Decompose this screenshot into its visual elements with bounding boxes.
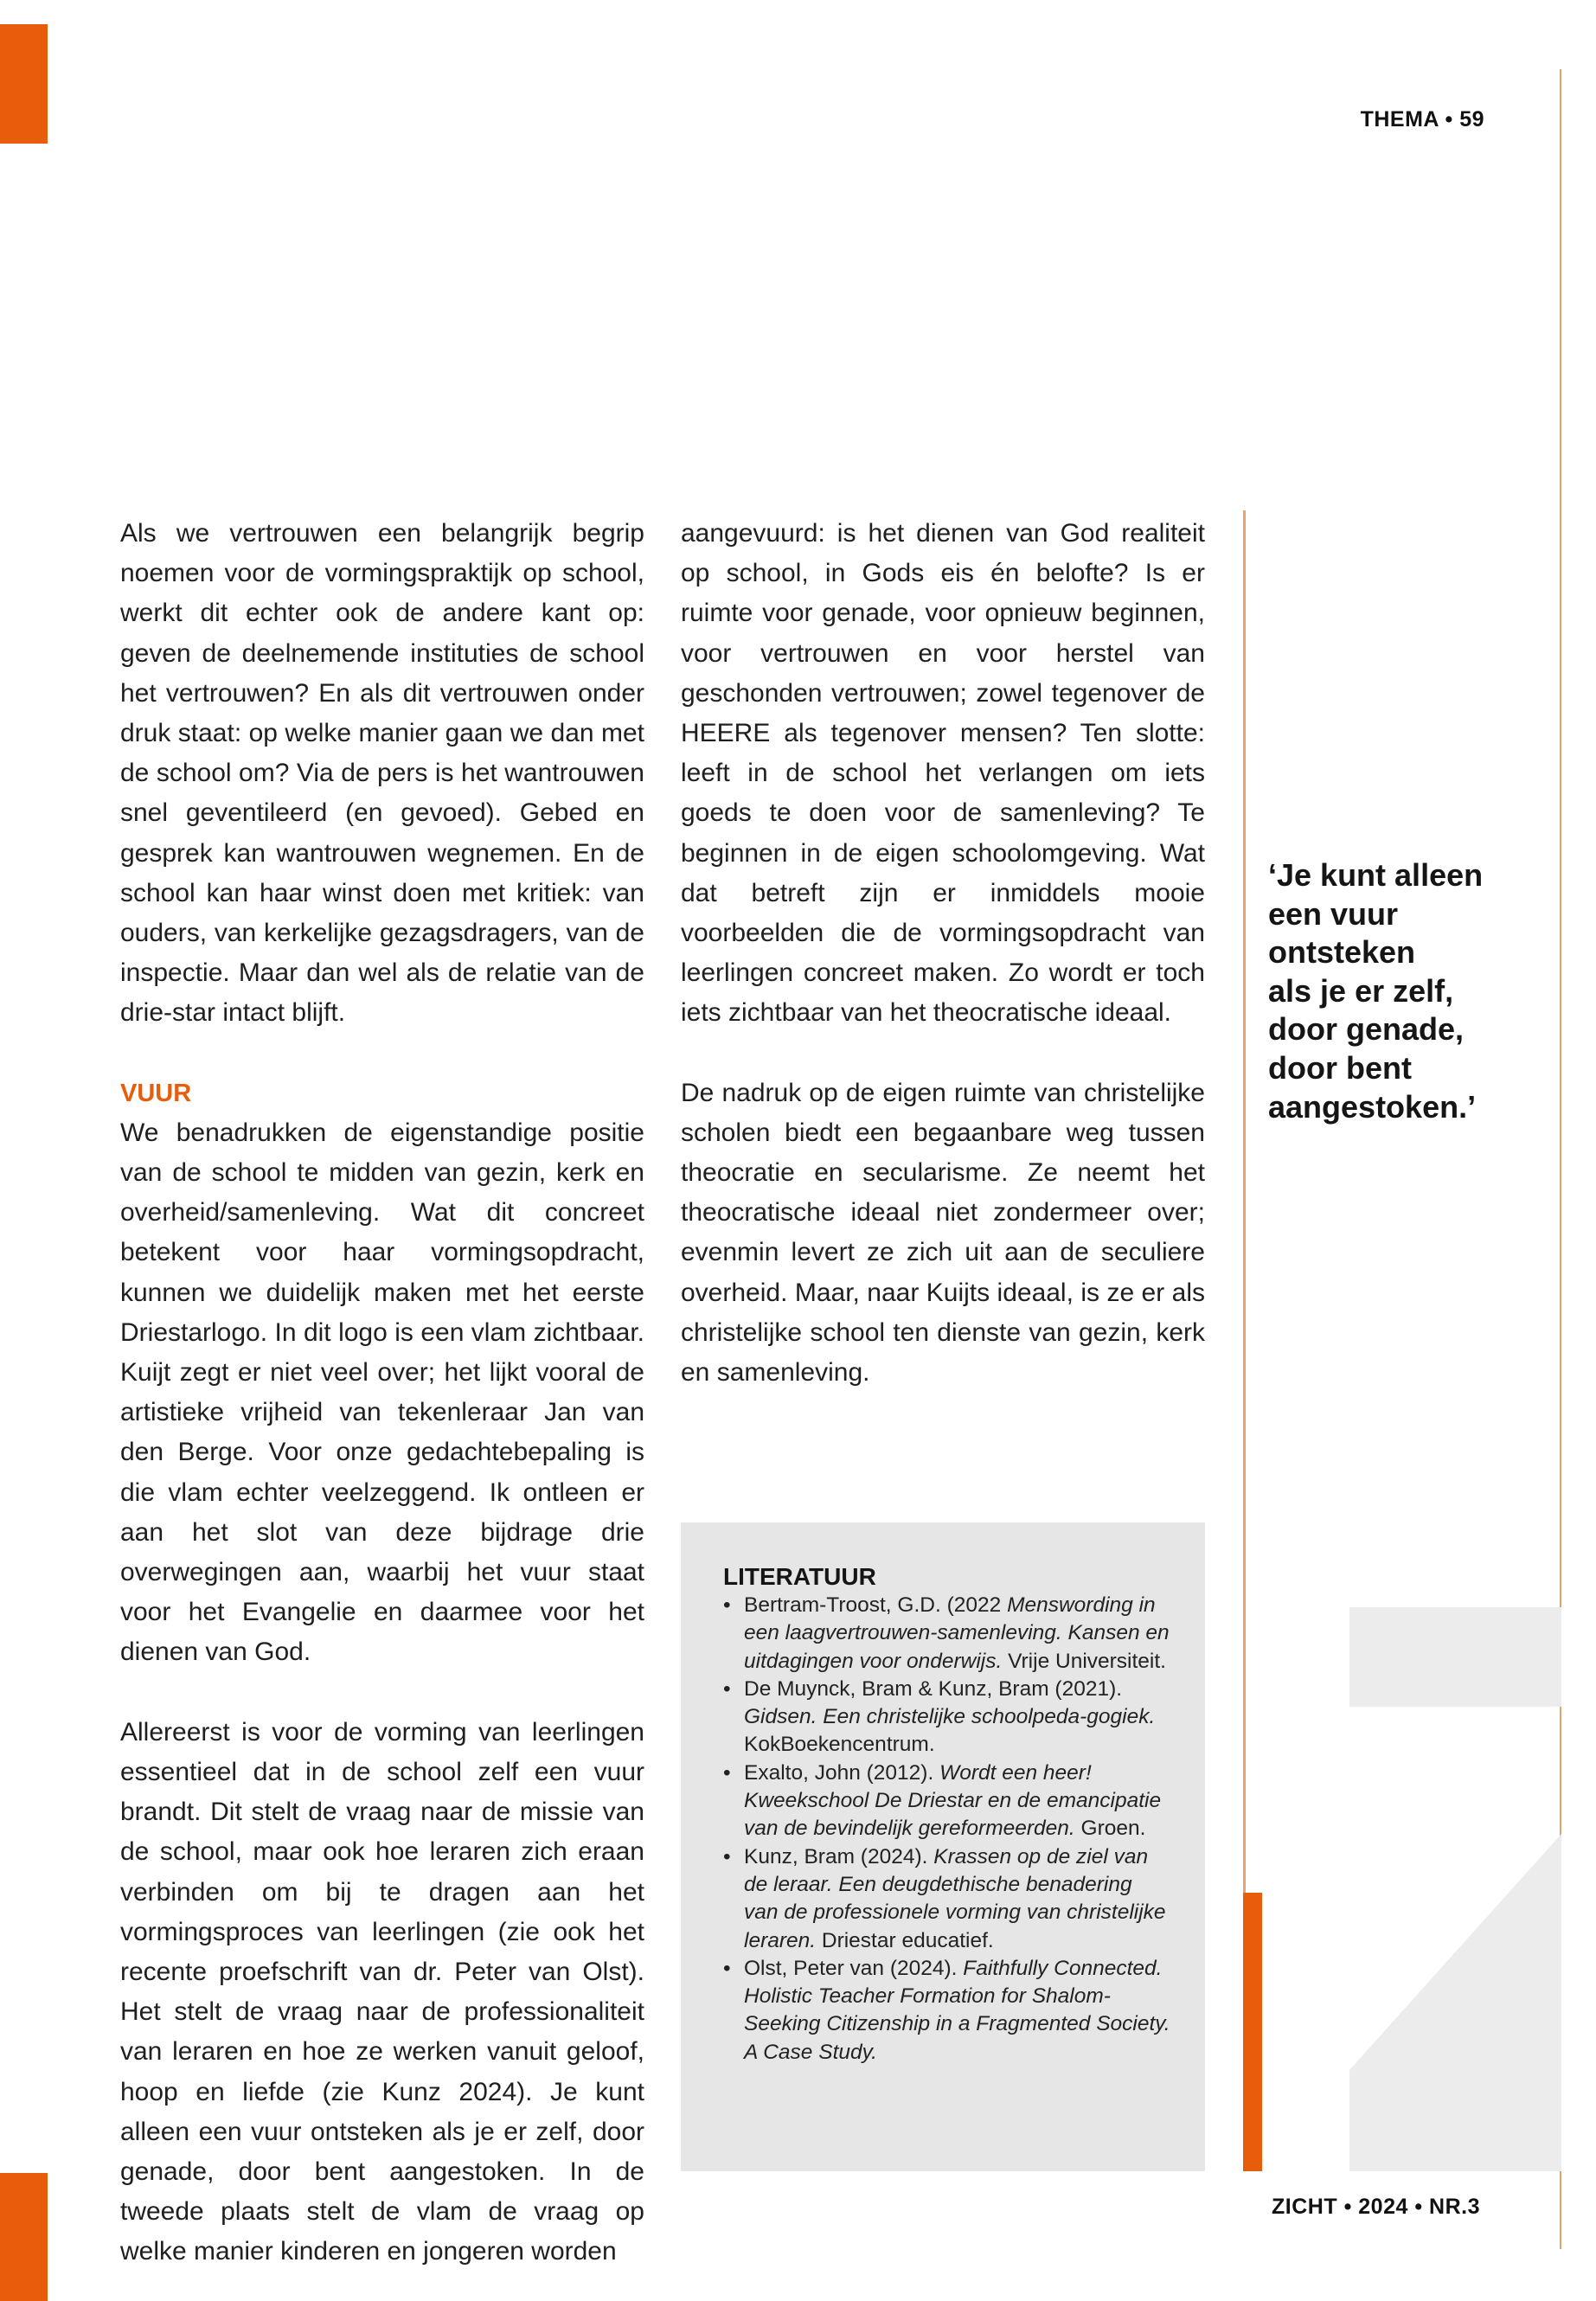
reference-author: Olst, Peter van (2024). bbox=[744, 1956, 958, 1980]
reference-title: Menswording in een laagvertrouwen-samenleving. Kansen en uitdagingen voor onderwijs. bbox=[744, 1593, 1170, 1673]
literature-item bbox=[723, 1759, 1170, 1843]
pullquote-line: door bent bbox=[1268, 1049, 1412, 1086]
paragraph: Allereerst is voor de vorming van leerlingen essentieel dat in de school zelf een vuur brandt. Dit stelt de vraag naar de missie van de school, maar ook hoe leraren zich eraan verbinden om bij te dragen aan het vormingsproces van leerlingen (zie ook het recente proefschrift van dr. Peter van Olst). Het stelt de vraag naar de professionaliteit van leraren en hoe ze werken vanuit geloof, hoop en liefde (zie Kunz 2024). Je kunt alleen een vuur ontsteken als je er zelf, door genade, door bent aangestoken. In de tweede plaats stelt de vlam de vraag op welke manier kinderen en jongeren worden bbox=[120, 1717, 644, 2266]
reference-publisher: Driestar educatief. bbox=[821, 1928, 994, 1952]
left-column bbox=[120, 514, 644, 2272]
pullquote-line: een vuur bbox=[1268, 895, 1399, 932]
section-page-header: THEMA • 59 bbox=[1360, 107, 1484, 131]
reference-title: Krassen op de ziel van de leraar. Een deugdethische benadering van de professionele vorming van christelijke leraren. bbox=[744, 1844, 1166, 1952]
reference-author: Kunz, Bram (2024). bbox=[744, 1844, 928, 1868]
reference-title: Gidsen. Een christelijke schoolpeda-gogiek. bbox=[744, 1705, 1156, 1729]
paragraph: De nadruk op de eigen ruimte van christelijke scholen biedt een begaanbare weg tussen theocratie en secularisme. Ze neemt het theocratische ideaal niet zondermeer over; evenmin levert ze zich uit aan de seculiere overheid. Maar, naar Kuijts ideaal, is ze er als christelijke school ten dienste van gezin, kerk en samenleving. bbox=[681, 1078, 1205, 1388]
reference-author: Exalto, John (2012). bbox=[744, 1760, 934, 1785]
paragraph: aangevuurd: is het dienen van God realiteit op school, in Gods eis én belofte? Is er ruimte voor genade, voor opnieuw beginnen, voor vertrouwen en voor herstel van geschonden vertrouwen; zowel tegenover de HEERE als tegenover mensen? Ten slotte: leeft in de school het verlangen om iets goeds te doen voor de samenleving? Te beginnen in de eigen schoolomgeving. Wat dat betreft zijn er inmiddels mooie voorbeelden die de vormingsopdracht van leerlingen concreet maken. Zo wordt er toch iets zichtbaar van het theocratische ideaal. bbox=[681, 519, 1205, 1028]
magazine-footer: ZICHT • 2024 • NR.3 bbox=[1272, 2195, 1480, 2219]
reference-title: Wordt een heer! Kweekschool De Driestar en de emancipatie van de bevindelijk gereformeerden. bbox=[744, 1760, 1162, 1841]
paragraph: We benadrukken de eigenstandige positie van de school te midden van gezin, kerk en overheid/samenleving. Wat dit concreet betekent voor haar vormingsopdracht, kunnen we duidelijk maken met het eerste Driestarlogo. In dit logo is een vlam zichtbaar. Kuijt zegt er niet veel over; het lijkt vooral de artistieke vrijheid van tekenleraar Jan van den Berge. Voor onze gedachtebepaling is die vlam echter veelzeggend. Ik ontleen er aan het slot van deze bijdrage drie overwegingen aan, waarbij het vuur staat voor het Evangelie en daarmee voor het dienen van God. bbox=[120, 1118, 644, 1667]
pullquote bbox=[1268, 856, 1528, 1126]
decorative-shape-top bbox=[1349, 1607, 1561, 1707]
literature-item bbox=[723, 1592, 1170, 1676]
pullquote-line: ontsteken bbox=[1268, 934, 1416, 971]
pullquote-line: door genade, bbox=[1268, 1011, 1465, 1048]
literature-item bbox=[723, 1676, 1170, 1759]
literature-list bbox=[723, 1592, 1170, 2067]
literature-box bbox=[681, 1522, 1205, 2171]
literature-item bbox=[723, 1843, 1170, 1955]
accent-bar-bottom bbox=[0, 2173, 48, 2301]
pullquote-rule-accent bbox=[1243, 1893, 1262, 2171]
accent-bar-top bbox=[0, 24, 48, 144]
reference-author: Bertram-Troost, G.D. (2022 bbox=[744, 1593, 1002, 1617]
middle-column bbox=[681, 514, 1205, 1393]
paragraph: Als we vertrouwen een belangrijk begrip noemen voor de vormingspraktijk op school, werkt dit echter ook de andere kant op: geven de deelnemende instituties de school het vertrouwen? En als dit vertrouwen onder druk staat: op welke manier gaan we dan met de school om? Via de pers is het wantrouwen snel geventileerd (en gevoed). Gebed en gesprek kan wantrouwen wegnemen. En de school kan haar winst doen met kritiek: van ouders, van kerkelijke gezagsdragers, van de inspectie. Maar dan wel als de relatie van de drie-star intact blijft. bbox=[120, 519, 644, 1028]
reference-publisher: Groen. bbox=[1080, 1817, 1146, 1841]
pullquote-line: aangestoken.’ bbox=[1268, 1088, 1477, 1125]
reference-publisher: Vrije Universiteit. bbox=[1008, 1649, 1166, 1673]
reference-title: Faithfully Connected. Holistic Teacher Formation for Shalom-Seeking Citizenship in a Fragmented Society. A Case Study. bbox=[744, 1956, 1170, 2064]
pullquote-line: ‘Je kunt alleen bbox=[1268, 857, 1484, 893]
reference-publisher: KokBoekencentrum. bbox=[744, 1733, 935, 1757]
literature-title: LITERATUUR bbox=[723, 1563, 876, 1590]
reference-author: De Muynck, Bram & Kunz, Bram (2021). bbox=[744, 1676, 1123, 1701]
literature-item bbox=[723, 1955, 1170, 2067]
section-heading: VUUR bbox=[120, 1079, 192, 1107]
pullquote-line: als je er zelf, bbox=[1268, 972, 1454, 1009]
decorative-shape-bottom bbox=[1349, 1834, 1561, 2171]
